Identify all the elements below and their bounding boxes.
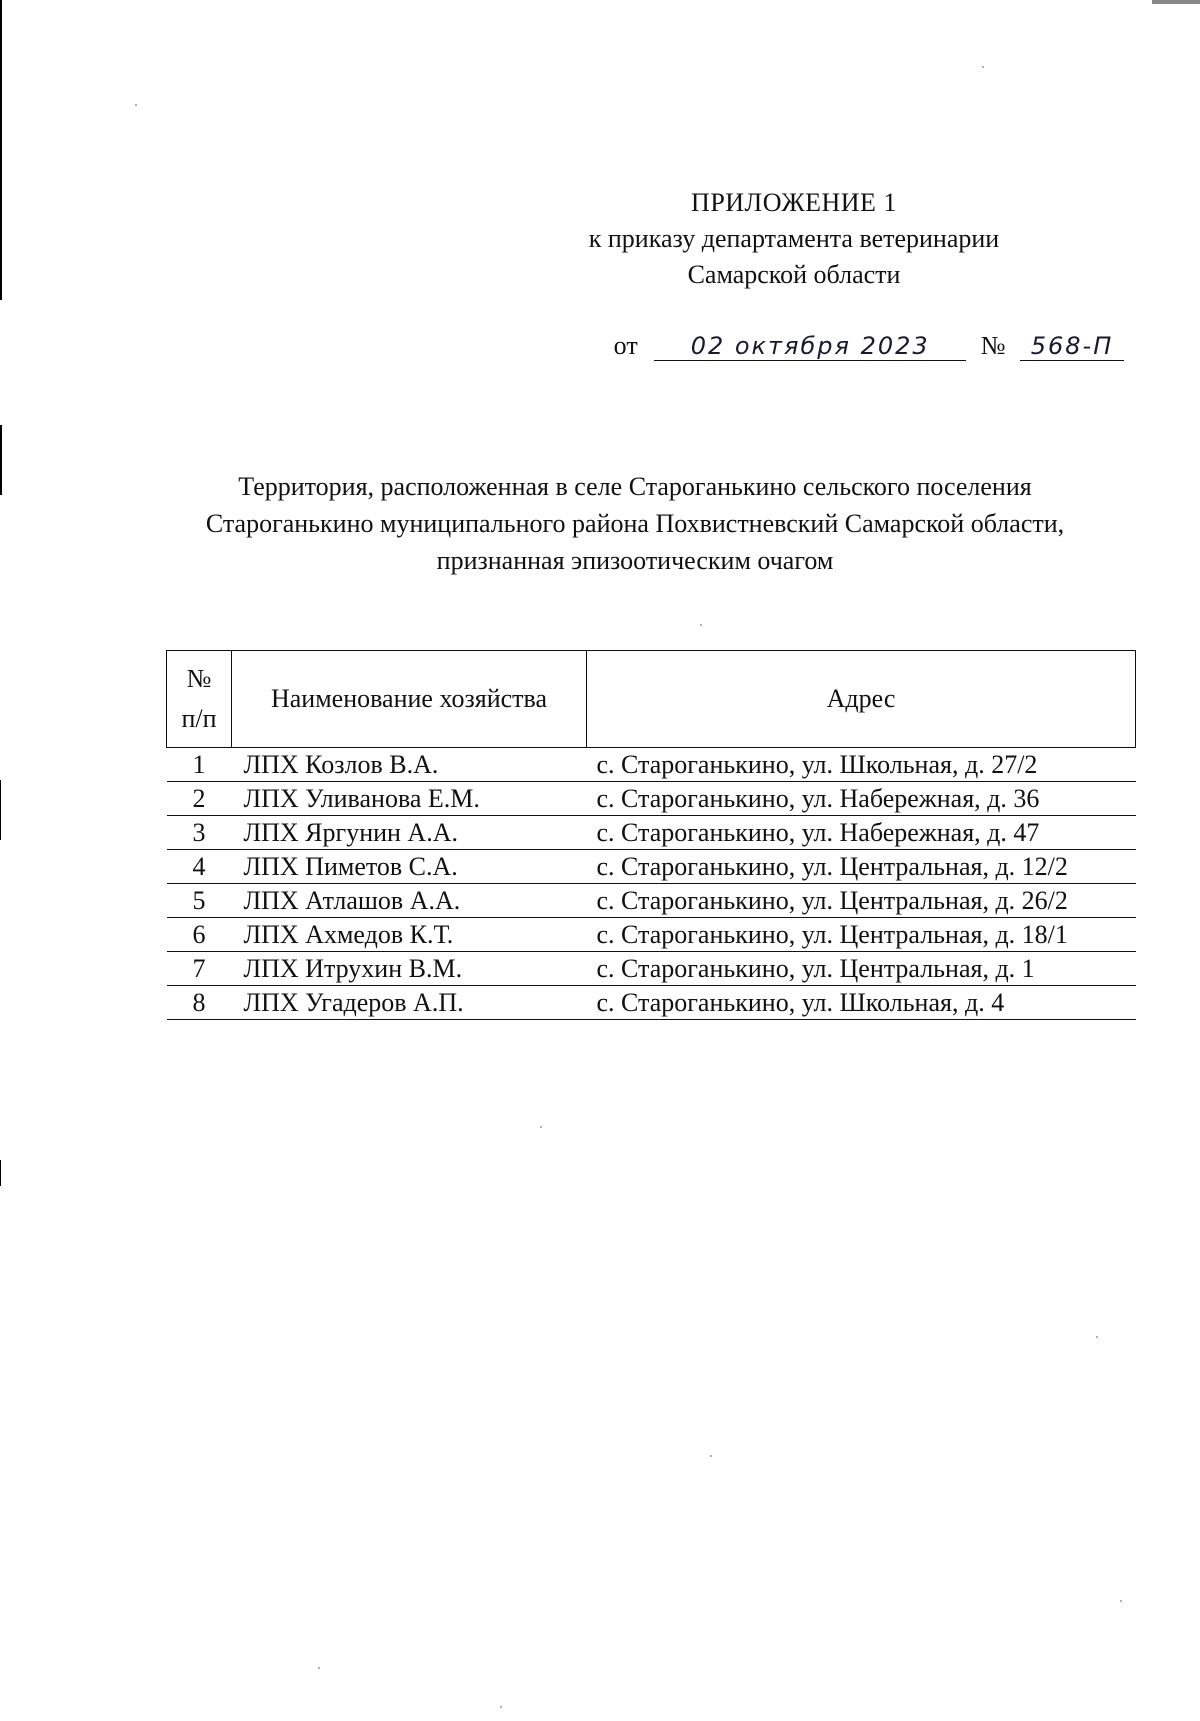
header-number-sign: № — [186, 664, 212, 693]
appendix-region: Самарской области — [687, 260, 901, 289]
order-date-number-line — [614, 330, 1124, 370]
scan-speck — [500, 1706, 502, 1708]
heading-line: признанная эпизоотическим очагом — [436, 546, 834, 575]
scan-speck — [710, 1455, 712, 1457]
row-address: с. Староганькино, ул. Школьная, д. 4 — [587, 986, 1136, 1020]
row-farm-name: ЛПХ Угадеров А.П. — [232, 986, 587, 1020]
appendix-header — [514, 185, 1074, 293]
scan-speck — [1096, 1336, 1098, 1338]
heading-line: Территория, расположенная в селе Староганькино сельского поселения — [238, 472, 1032, 501]
document-heading — [150, 468, 1120, 579]
scan-speck — [982, 66, 984, 68]
order-number-label: № — [980, 331, 1006, 360]
row-address: с. Староганькино, ул. Набережная, д. 47 — [587, 816, 1136, 850]
order-from-label: от — [613, 331, 638, 360]
scan-edge-mark — [0, 425, 2, 495]
row-farm-name: ЛПХ Козлов В.А. — [232, 748, 587, 782]
row-farm-name: ЛПХ Итрухин В.М. — [232, 952, 587, 986]
scan-edge-mark — [0, 780, 1, 840]
row-number: 4 — [167, 850, 232, 884]
order-date-handwritten: 02 октября 2023 — [690, 332, 930, 360]
table-row — [167, 748, 1136, 782]
order-number-blank — [1020, 330, 1124, 361]
row-address: с. Староганькино, ул. Центральная, д. 26/2 — [587, 884, 1136, 918]
heading-line: Староганькино муниципального района Похвистневский Самарской области, — [205, 509, 1065, 538]
row-farm-name: ЛПХ Атлашов А.А. — [232, 884, 587, 918]
header-number — [167, 651, 232, 748]
table-row — [167, 816, 1136, 850]
row-number: 1 — [167, 748, 232, 782]
row-farm-name: ЛПХ Уливанова Е.М. — [232, 782, 587, 816]
appendix-title: ПРИЛОЖЕНИЕ 1 — [691, 188, 897, 217]
row-address: с. Староганькино, ул. Центральная, д. 1 — [587, 952, 1136, 986]
table-row — [167, 986, 1136, 1020]
table-row — [167, 850, 1136, 884]
row-address: с. Староганькино, ул. Набережная, д. 36 — [587, 782, 1136, 816]
table-row — [167, 918, 1136, 952]
scan-speck — [135, 104, 137, 106]
row-farm-name: ЛПХ Яргунин А.А. — [232, 816, 587, 850]
row-number: 6 — [167, 918, 232, 952]
row-number: 3 — [167, 816, 232, 850]
scan-speck — [1120, 1600, 1122, 1602]
header-number-pp: п/п — [181, 704, 217, 733]
row-address: с. Староганькино, ул. Школьная, д. 27/2 — [587, 748, 1136, 782]
row-number: 8 — [167, 986, 232, 1020]
row-address: с. Староганькино, ул. Центральная, д. 18/1 — [587, 918, 1136, 952]
scan-speck — [318, 1667, 320, 1669]
scan-edge-mark — [0, 1160, 1, 1186]
order-number-handwritten: 568-П — [1030, 332, 1114, 360]
scan-corner-mark — [1152, 0, 1200, 4]
scan-edge-mark — [0, 0, 2, 300]
row-number: 5 — [167, 884, 232, 918]
header-address: Адрес — [587, 651, 1136, 748]
row-address: с. Староганькино, ул. Центральная, д. 12/2 — [587, 850, 1136, 884]
row-farm-name: ЛПХ Ахмедов К.Т. — [232, 918, 587, 952]
appendix-order-ref: к приказу департамента ветеринарии — [588, 224, 1000, 253]
header-farm-name: Наименование хозяйства — [232, 651, 587, 748]
farms-table — [166, 650, 1136, 1020]
table-header-row — [167, 651, 1136, 748]
table-row — [167, 884, 1136, 918]
scan-speck — [540, 1126, 542, 1128]
row-farm-name: ЛПХ Пиметов С.А. — [232, 850, 587, 884]
row-number: 7 — [167, 952, 232, 986]
order-date-blank — [654, 330, 966, 361]
table-row — [167, 782, 1136, 816]
table-row — [167, 952, 1136, 986]
scan-speck — [700, 624, 702, 626]
row-number: 2 — [167, 782, 232, 816]
